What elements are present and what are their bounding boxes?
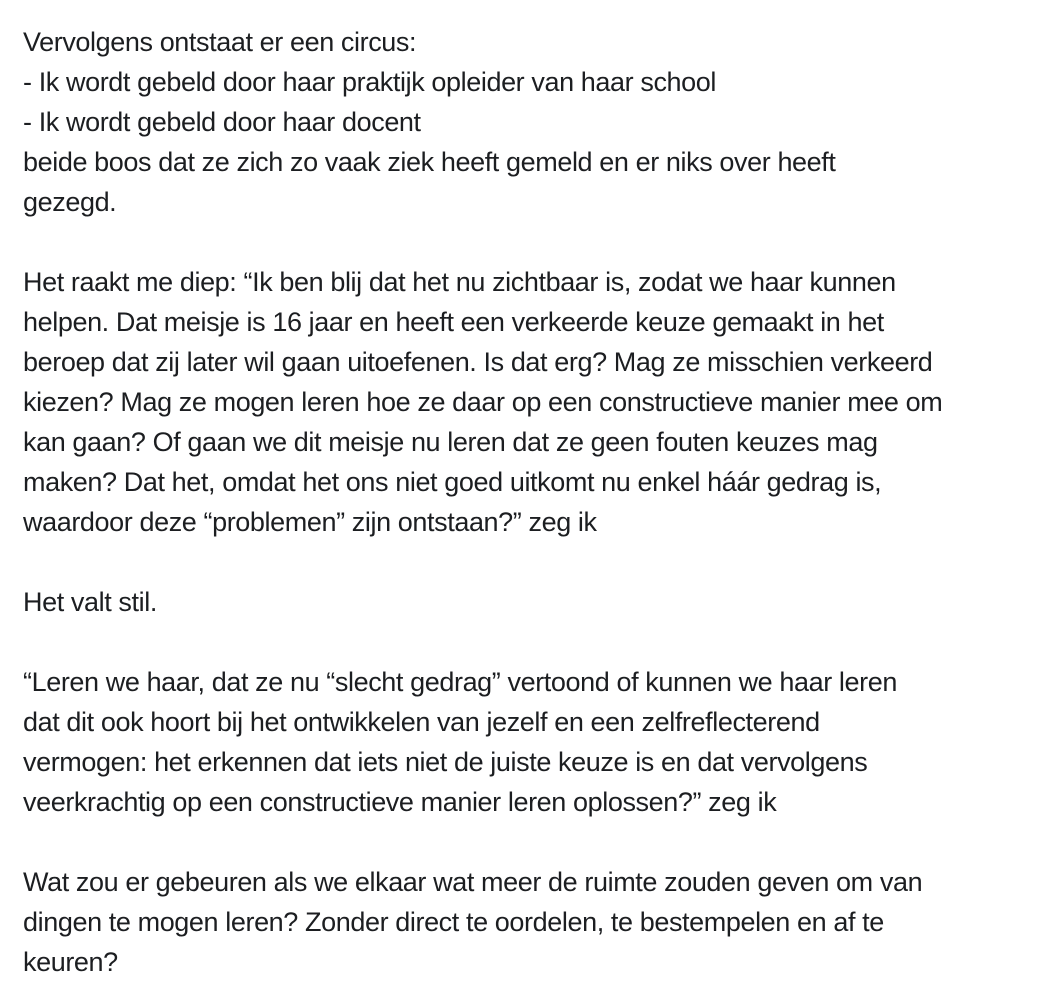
text-line: helpen. Dat meisje is 16 jaar en heeft een verkeerde keuze gemaakt in het	[23, 307, 884, 337]
text-line: veerkrachtig op een constructieve manier leren oplossen?” zeg ik	[23, 787, 777, 817]
text-line: vermogen: het erkennen dat iets niet de juiste keuze is en dat vervolgens	[23, 747, 868, 777]
text-line: - Ik wordt gebeld door haar docent	[23, 107, 421, 137]
text-line: Wat zou er gebeuren als we elkaar wat meer de ruimte zouden geven om van	[23, 867, 923, 897]
text-line: Het valt stil.	[23, 587, 157, 617]
paragraph-het-valt-stil	[23, 582, 1050, 622]
text-line: beide boos dat ze zich zo vaak ziek heeft gemeld en er niks over heeft	[23, 147, 836, 177]
text-line: - Ik wordt gebeld door haar praktijk opleider van haar school	[23, 67, 716, 97]
text-line: Vervolgens ontstaat er een circus:	[23, 27, 417, 57]
paragraph-leren-we-haar	[23, 662, 1050, 822]
text-line: waardoor deze “problemen” zijn ontstaan?” zeg ik	[23, 507, 597, 537]
text-line: Het raakt me diep: “Ik ben blij dat het nu zichtbaar is, zodat we haar kunnen	[23, 267, 896, 297]
text-line: gezegd.	[23, 187, 117, 217]
text-line: dat dit ook hoort bij het ontwikkelen van jezelf en een zelfreflecterend	[23, 707, 820, 737]
text-line: beroep dat zij later wil gaan uitoefenen. Is dat erg? Mag ze misschien verkeerd	[23, 347, 933, 377]
text-line: “Leren we haar, dat ze nu “slecht gedrag” vertoond of kunnen we haar leren	[23, 667, 897, 697]
paragraph-intro-circus	[23, 22, 1050, 222]
text-line: keuren?	[23, 947, 118, 977]
text-line: dingen te mogen leren? Zonder direct te oordelen, te bestempelen en af te	[23, 907, 884, 937]
text-line: maken? Dat het, omdat het ons niet goed uitkomt nu enkel háár gedrag is,	[23, 467, 882, 497]
paragraph-het-raakt-me-diep	[23, 262, 1050, 542]
paragraph-wat-zou-er-gebeuren	[23, 862, 1050, 982]
text-line: kan gaan? Of gaan we dit meisje nu leren dat ze geen fouten keuzes mag	[23, 427, 878, 457]
text-line: kiezen? Mag ze mogen leren hoe ze daar op een constructieve manier mee om	[23, 387, 943, 417]
